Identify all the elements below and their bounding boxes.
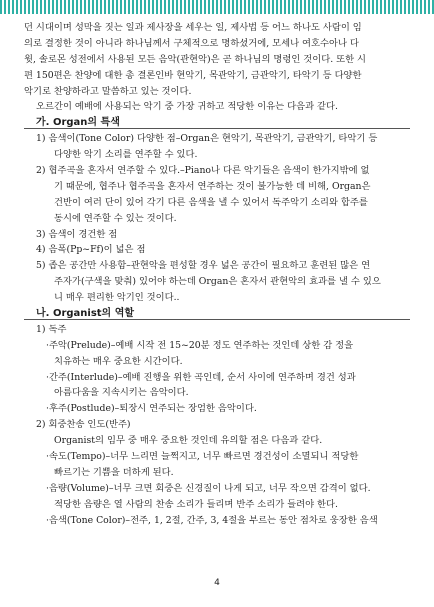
text-line: 다양한 악기 소리를 연주할 수 있다. [54, 149, 198, 161]
text-line: ·주악(Prelude)–예배 시작 전 15~20분 정도 연주하는 것인데 상한 감 정을 [46, 339, 354, 351]
text-line: 악기로 찬양하라고 말씀하고 있는 것이다. [24, 85, 192, 97]
text-line: ·후주(Postlude)–퇴장시 연주되는 장엄한 음악이다. [46, 403, 257, 415]
text-line: 던 시대이며 성막을 짓는 일과 제사장을 세우는 일, 제사법 등 어느 하나도 사람이 임 [24, 22, 362, 33]
text-line: 아름다움을 지속시키는 음악이다. [54, 387, 189, 399]
text-line: ·음색(Tone Color)–전주, 1, 2절, 간주, 3, 4절을 부르는 동안 점차로 웅장한 음색 [46, 514, 378, 526]
text-line: 치유하는 매우 중요한 시간이다. [54, 355, 183, 367]
text-line: 기 때문에, 협주나 협주곡을 혼자서 연주하는 것이 불가능한 데 비해, Organ은 [54, 180, 371, 192]
text-line: 주자가(구색을 맞춰) 있어야 하는데 Organ은 혼자서 관현악의 효과를 낼 수 있으 [54, 276, 381, 288]
section-heading: 나. Organist의 역할 [24, 306, 410, 322]
text-line: 2) 협주곡을 혼자서 연주할 수 있다.–Piano나 다른 악기들은 음색이 한가지밖에 없 [36, 165, 370, 177]
text-line: ·속도(Tempo)–너무 느리면 늘쩍지고, 너무 빠르면 경건성이 소멸되니 적당한 [46, 451, 359, 463]
top-decorative-stripe [0, 0, 434, 14]
text-line: 2) 회중찬송 인도(반주) [36, 419, 131, 431]
text-line: 니 매우 편리한 악기인 것이다.. [54, 292, 180, 304]
text-line: ·음량(Volume)–너무 크면 회중은 신경질이 나게 되고, 너무 작으면 감격이 없다. [46, 482, 371, 494]
text-line: 윗, 솔로몬 성전에서 사용된 모든 음악(관현악)은 곧 하나님의 명령인 것이다. 또한 시 [24, 53, 367, 65]
text-line: 5) 좁은 공간만 사용함–관현악을 편성할 경우 넓은 공간이 필요하고 훈련된 많은 연 [36, 260, 371, 272]
text-line: Organist의 임무 중 매우 중요한 것인데 유의할 점은 다음과 같다. [54, 435, 323, 447]
text-line: 3) 음색이 경건한 점 [36, 228, 118, 240]
text-line: 4) 음폭(Pp~Ff)이 넓은 점 [36, 244, 146, 256]
page-number: 4 [214, 578, 220, 588]
section-heading: 가. Organ의 특색 [24, 115, 410, 131]
text-line: 1) 독주 [36, 323, 67, 335]
text-line: 건반이 여러 단이 있어 각기 다른 음색을 낼 수 있어서 독주악기 소리와 합주를 [54, 196, 368, 208]
document-body [24, 20, 410, 529]
text-line: 오르간이 예배에 사용되는 악기 중 가장 귀하고 적당한 이유는 다음과 같다. [36, 101, 338, 113]
text-line: ·간주(Interlude)–예배 진행을 위한 곡인데, 순서 사이에 연주하며 경건 성과 [46, 371, 356, 383]
text-line: 1) 음색이(Tone Color) 다양한 점–Organ은 현악기, 목관악기, 금관악기, 타악기 등 [36, 133, 378, 145]
text-line: 동시에 연주할 수 있는 것이다. [54, 212, 177, 224]
text-line: 편 150편은 찬양에 대한 총 결론인바 현악기, 목관악기, 금관악기, 타악기 등 다양한 [24, 69, 362, 81]
text-line: 의로 결정한 것이 아니라 하나님께서 구체적으로 명하셨거에, 모세나 여호수아나 다 [24, 37, 359, 49]
text-line: 빠르기는 기쁨을 더하게 된다. [54, 466, 174, 478]
text-line: 적당한 음량은 열 사람의 찬송 소리가 들리며 반주 소리가 들려야 한다. [54, 498, 338, 510]
